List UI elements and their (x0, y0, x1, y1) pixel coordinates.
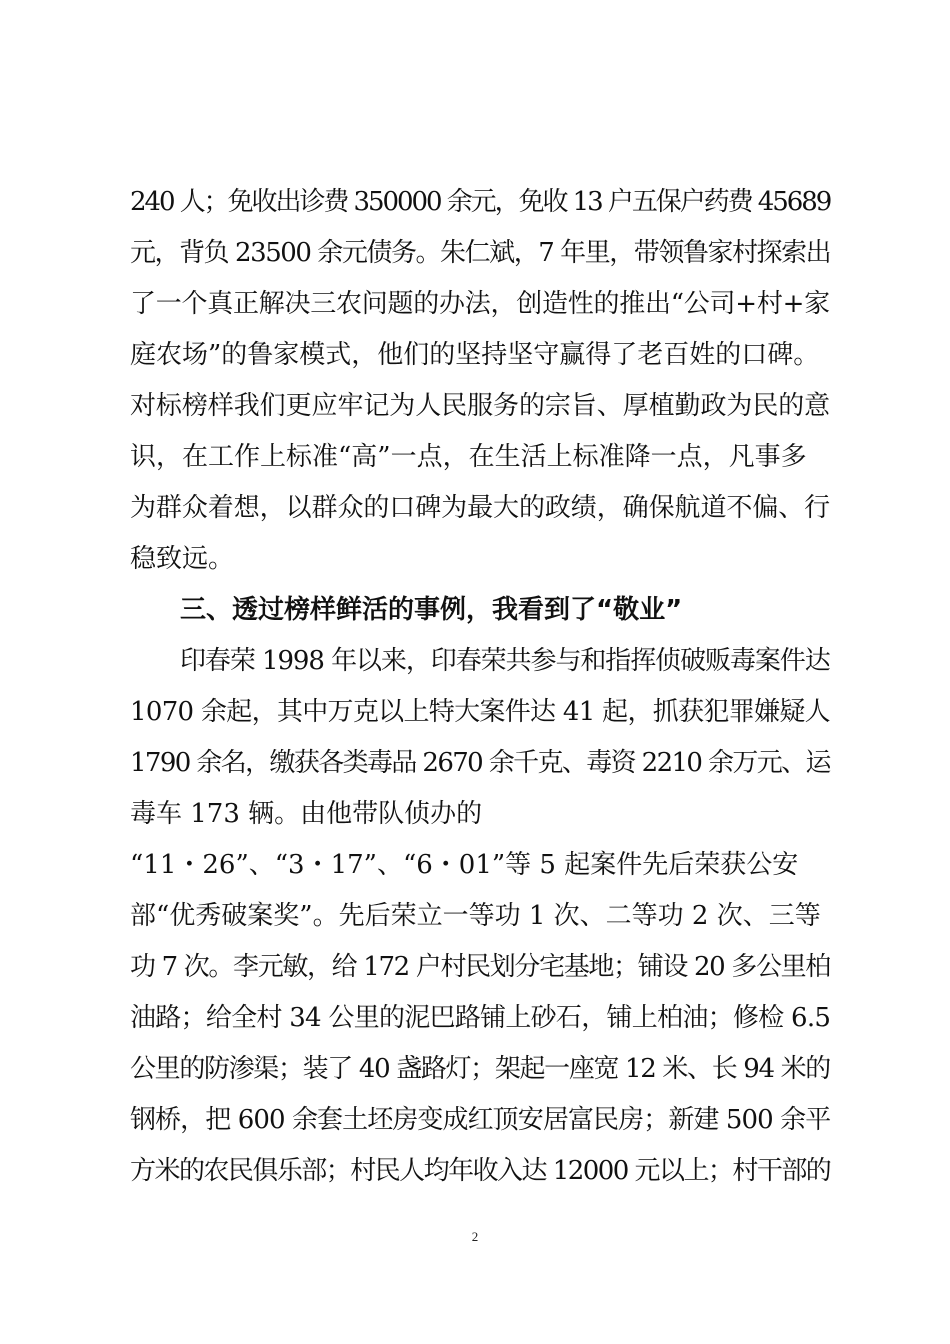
text-line: 部“优秀破案奖”。先后荣立一等功 1 次、二等功 2 次、三等 (130, 901, 821, 931)
text-line: 识，在工作上标准“高”一点，在生活上标准降一点，凡事多 (130, 442, 807, 472)
text-line: 元，背负 23500 余元债务。朱仁斌，7 年里，带领鲁家村探索出 (130, 238, 831, 268)
text-line: 油路；给全村 34 公里的泥巴路铺上砂石，铺上柏油；修检 6.5 (130, 1003, 831, 1033)
text-line: 印春荣 1998 年以来，印春荣共参与和指挥侦破贩毒案件达 (180, 646, 830, 676)
text-line: 方米的农民俱乐部；村民人均年收入达 12000 元以上；村干部的 (130, 1156, 831, 1186)
text-line: 钢桥，把 600 余套土坯房变成红顶安居富民房；新建 500 余平 (130, 1105, 831, 1135)
text-line: 1790 余名，缴获各类毒品 2670 余千克、毒资 2210 余万元、运 (130, 748, 830, 778)
text-line: 240 人；免收出诊费 350000 余元，免收 13 户五保户药费 45689 (130, 187, 831, 217)
text-line: 对标榜样我们更应牢记为人民服务的宗旨、厚植勤政为民的意 (130, 391, 831, 421)
text-line: “11・26”、“3・17”、“6・01”等 5 起案件先后荣获公安 (130, 850, 799, 880)
text-line: 稳致远。 (130, 544, 235, 574)
text-line: 公里的防渗渠；装了 40 盏路灯；架起一座宽 12 米、长 94 米的 (130, 1054, 830, 1084)
text-line: 了一个真正解决三农问题的办法，创造性的推出“公司+村+家 (130, 289, 830, 319)
text-line: 庭农场”的鲁家模式，他们的坚持坚守赢得了老百姓的口碑。 (130, 340, 820, 370)
text-line: 功 7 次。李元敏，给 172 户村民划分宅基地；铺设 20 多公里柏 (130, 952, 830, 982)
text-line: 为群众着想，以群众的口碑为最大的政绩，确保航道不偏、行 (130, 493, 831, 523)
page-number: 2 (471, 1229, 479, 1244)
text-line: 毒车 173 辆。由他带队侦办的 (130, 799, 483, 829)
text-line: 1070 余起，其中万克以上特大案件达 41 起，抓获犯罪嫌疑人 (130, 697, 830, 727)
section-heading: 三、透过榜样鲜活的事例，我看到了“敬业” (180, 595, 683, 625)
